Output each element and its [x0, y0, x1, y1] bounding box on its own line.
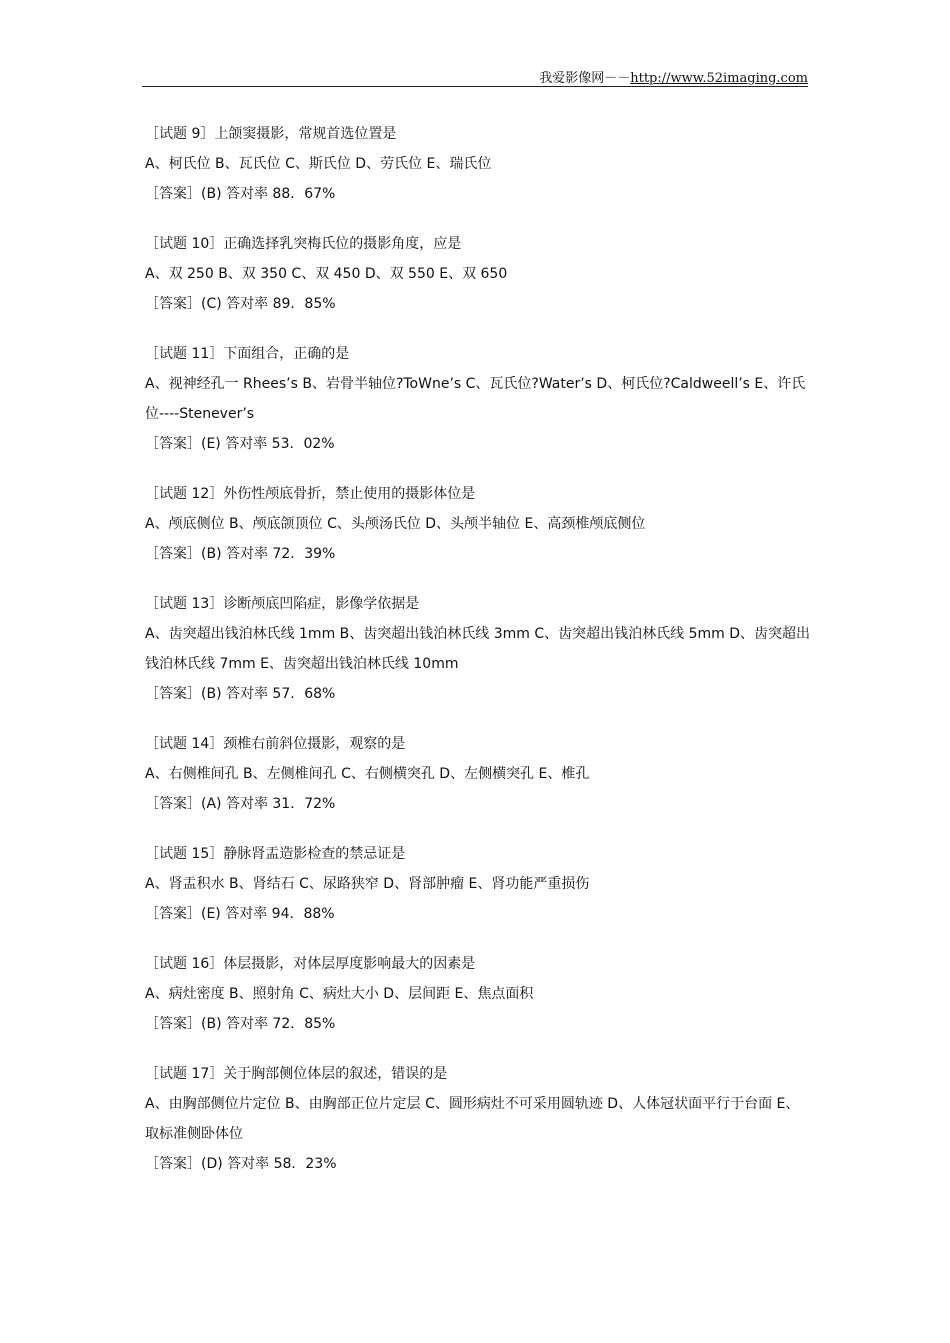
question-title: ［试题 14］颈椎右前斜位摄影，观察的是 [145, 736, 406, 752]
question-answer: ［答案］(B) 答对率 72．39% [145, 546, 336, 562]
question-options: A、柯氏位 B、瓦氏位 C、斯氏位 D、劳氏位 E、瑞氏位 [145, 156, 492, 172]
site-header-text [539, 67, 808, 86]
question-answer: ［答案］(E) 答对率 94．88% [145, 906, 335, 922]
question-answer: ［答案］(A) 答对率 31．72% [145, 796, 336, 812]
question-options: A、肾盂积水 B、肾结石 C、尿路狭窄 D、肾部肿瘤 E、肾功能严重损伤 [145, 876, 590, 892]
site-url-link[interactable]: http://www.52imaging.com [630, 71, 808, 86]
question-block [145, 839, 810, 929]
question-options: A、颅底侧位 B、颅底颌顶位 C、头颅汤氏位 D、头颅半轴位 E、高颈椎颅底侧位 [145, 516, 646, 532]
question-title: ［试题 13］诊断颅底凹陷症，影像学依据是 [145, 596, 420, 612]
question-answer: ［答案］(E) 答对率 53．02% [145, 436, 335, 452]
site-name: 我爱影像网－－ [539, 71, 631, 86]
question-title: ［试题 17］关于胸部侧位体层的叙述，错误的是 [145, 1066, 448, 1082]
question-answer: ［答案］(C) 答对率 89．85% [145, 296, 336, 312]
question-block [145, 229, 810, 319]
question-block [145, 1059, 810, 1179]
question-options: A、由胸部侧位片定位 B、由胸部正位片定层 C、圆形病灶不可采用圆轨迹 D、人体冠状面平行于台面 E、取标准侧卧体位 [145, 1096, 800, 1142]
question-block [145, 589, 810, 709]
question-title: ［试题 12］外伤性颅底骨折，禁止使用的摄影体位是 [145, 486, 476, 502]
question-block [145, 119, 810, 209]
question-title: ［试题 9］上颌窦摄影，常规首选位置是 [145, 126, 397, 142]
question-answer: ［答案］(B) 答对率 57．68% [145, 686, 336, 702]
question-title: ［试题 11］下面组合，正确的是 [145, 346, 350, 362]
question-answer: ［答案］(D) 答对率 58．23% [145, 1156, 337, 1172]
page-header [142, 64, 808, 87]
question-block [145, 339, 810, 459]
question-answer: ［答案］(B) 答对率 72．85% [145, 1016, 336, 1032]
question-title: ［试题 16］体层摄影，对体层厚度影响最大的因素是 [145, 956, 476, 972]
question-options: A、病灶密度 B、照射角 C、病灶大小 D、层间距 E、焦点面积 [145, 986, 534, 1002]
question-block [145, 949, 810, 1039]
question-block [145, 729, 810, 819]
question-options: A、双 250 B、双 350 C、双 450 D、双 550 E、双 650 [145, 266, 508, 282]
question-options: A、齿突超出钱泊林氏线 1mm B、齿突超出钱泊林氏线 3mm C、齿突超出钱泊林氏线 5mm D、齿突超出钱泊林氏线 7mm E、齿突超出钱泊林氏线 10mm [145, 626, 810, 672]
question-options: A、视神经孔一 Rhees’s B、岩骨半轴位?ToWne’s C、瓦氏位?Water’s D、柯氏位?Caldweell’s E、许氏位----Stenever’s [145, 376, 806, 422]
question-block [145, 479, 810, 569]
question-title: ［试题 15］静脉肾盂造影检查的禁忌证是 [145, 846, 406, 862]
question-list [145, 119, 810, 1199]
question-options: A、右侧椎间孔 B、左侧椎间孔 C、右侧横突孔 D、左侧横突孔 E、椎孔 [145, 766, 590, 782]
question-answer: ［答案］(B) 答对率 88．67% [145, 186, 336, 202]
question-title: ［试题 10］正确选择乳突梅氏位的摄影角度，应是 [145, 236, 462, 252]
